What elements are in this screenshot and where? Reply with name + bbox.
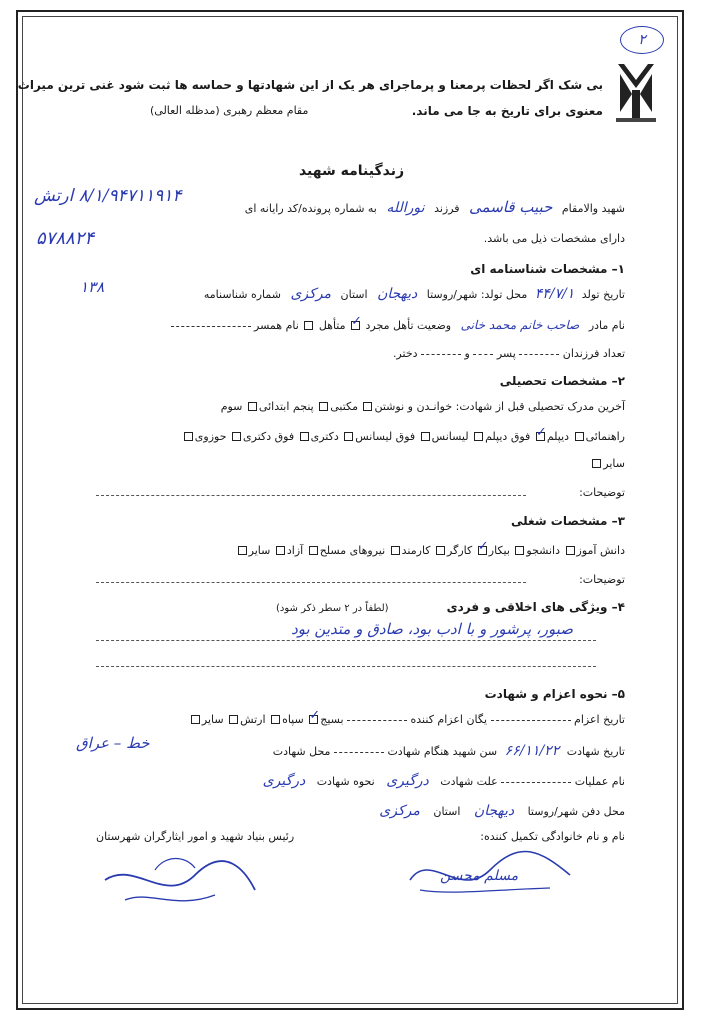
job-checkbox-checked[interactable] bbox=[478, 546, 487, 555]
degree-option: لیسانس bbox=[431, 430, 469, 443]
martyr-name: حبیب قاسمی bbox=[469, 198, 553, 216]
file-number: ۸/۱/۹۴۷۱۱۹۱۴ ارتش bbox=[34, 186, 182, 206]
degree-option: خوانـدن و نوشتن bbox=[374, 400, 453, 413]
label-child-of: فرزند bbox=[434, 202, 460, 215]
head-signature bbox=[95, 850, 265, 920]
section2-row2 bbox=[182, 430, 625, 444]
martyr-date: ۶۶/۱۱/۲۲ bbox=[504, 743, 560, 759]
burial-city: دیهجان bbox=[473, 803, 515, 819]
degree-option: مکتبی bbox=[330, 400, 358, 413]
label-martyr-date: تاریخ شهادت bbox=[566, 745, 625, 758]
degree-checkbox[interactable] bbox=[474, 432, 483, 441]
section2-notes-label: توضیحات: bbox=[579, 486, 625, 499]
degree-checkbox[interactable] bbox=[300, 432, 309, 441]
label-specs: دارای مشخصات ذیل می باشد. bbox=[483, 232, 625, 245]
label-dispatch-date: تاریخ اعزام bbox=[574, 713, 625, 726]
manner: درگیری bbox=[262, 773, 306, 789]
label-and: و bbox=[464, 347, 470, 360]
birth-date: ۴۴/۷/۱ bbox=[534, 286, 575, 302]
label-mother: نام مادر bbox=[588, 319, 625, 332]
degree-checkbox[interactable] bbox=[421, 432, 430, 441]
martyr-place: خط – عراق bbox=[76, 734, 150, 752]
dispatch-date-field[interactable] bbox=[491, 720, 571, 721]
id-number: ۱۳۸ bbox=[80, 278, 105, 296]
label-basij: بسیج bbox=[320, 713, 344, 726]
label-file-number: به شماره پرونده/کد رایانه ای bbox=[244, 202, 377, 215]
section2-row1 bbox=[221, 400, 625, 414]
sepah-checkbox[interactable] bbox=[271, 715, 280, 724]
job-option: نیروهای مسلح bbox=[319, 544, 386, 557]
label-daughter: دختر. bbox=[392, 347, 418, 360]
label-other-unit: سایر bbox=[201, 713, 224, 726]
operation-field[interactable] bbox=[501, 782, 571, 783]
mother-name: صاحب خانم محمد خانی bbox=[460, 318, 580, 332]
filler-signature bbox=[400, 840, 580, 900]
label-spouse: نام همسر bbox=[254, 319, 299, 332]
cause: درگیری bbox=[386, 773, 429, 789]
header-quote-author: مقام معظم رهبری (مدظله العالی) bbox=[150, 104, 309, 117]
spouse-field[interactable] bbox=[171, 326, 251, 327]
degree-checkbox-checked[interactable] bbox=[536, 432, 545, 441]
martyrs-foundation-logo-icon bbox=[612, 60, 660, 126]
intro-line bbox=[245, 200, 625, 216]
label-birth-date: تاریخ تولد bbox=[581, 288, 625, 301]
section2-notes-field[interactable] bbox=[96, 495, 526, 496]
degree-option: دیپلم bbox=[546, 430, 570, 443]
job-checkbox[interactable] bbox=[238, 546, 247, 555]
degree-checkbox[interactable] bbox=[363, 402, 372, 411]
degree-option: حوزوی bbox=[194, 430, 227, 443]
province: مرکزی bbox=[290, 286, 332, 302]
degree-checkbox[interactable] bbox=[232, 432, 241, 441]
page-title: زندگینامه شهید bbox=[298, 163, 405, 179]
label-filler: نام و نام خانوادگی تکمیل کننده: bbox=[480, 830, 625, 843]
single-checkbox[interactable] bbox=[351, 321, 360, 330]
section3-title: ۳– مشخصات شغلی bbox=[511, 514, 625, 528]
section4-text: صبور، پرشور و با ادب بود، صادق و متدین بود bbox=[291, 620, 573, 638]
degree-checkbox-other[interactable] bbox=[592, 459, 601, 468]
section4-note: (لطفاً در ۲ سطر ذکر شود) bbox=[276, 603, 389, 614]
label-unit: یگان اعزام کننده bbox=[410, 713, 488, 726]
birth-place-city: دیهجان bbox=[377, 286, 418, 302]
degree-checkbox[interactable] bbox=[319, 402, 328, 411]
section3-notes-field[interactable] bbox=[96, 582, 526, 583]
job-checkbox[interactable] bbox=[309, 546, 318, 555]
job-option: دانشجو bbox=[526, 544, 561, 557]
degree-option: راهنمائی bbox=[585, 430, 625, 443]
section2-row3 bbox=[590, 457, 625, 471]
burial-province: مرکزی bbox=[379, 803, 420, 819]
label-son: پسر bbox=[496, 347, 516, 360]
section4-line1[interactable] bbox=[96, 640, 596, 641]
filler-name: مسلم محسن bbox=[440, 868, 519, 884]
label-burial-province: استان bbox=[433, 805, 461, 818]
label-martyr-place: محل شهادت bbox=[272, 745, 331, 758]
label-age: سن شهید هنگام شهادت bbox=[387, 745, 498, 758]
married-checkbox[interactable] bbox=[304, 321, 313, 330]
label-artesh: ارتش bbox=[240, 713, 266, 726]
father-name: نورالله bbox=[386, 200, 425, 216]
job-checkbox[interactable] bbox=[391, 546, 400, 555]
section4-line2[interactable] bbox=[96, 666, 596, 667]
job-option: سایر bbox=[248, 544, 271, 557]
sons-field[interactable] bbox=[519, 354, 559, 355]
basij-checkbox[interactable] bbox=[309, 715, 318, 724]
job-checkbox[interactable] bbox=[436, 546, 445, 555]
header-quote-line2: معنوی برای تاریخ به جا می ماند. bbox=[411, 104, 603, 118]
job-checkbox[interactable] bbox=[515, 546, 524, 555]
label-head: رئیس بنیاد شهید و امور ایثارگران شهرستان bbox=[96, 830, 295, 843]
job-option: آزاد bbox=[286, 544, 304, 557]
label-operation: نام عملیات bbox=[574, 775, 625, 788]
label-cause: علت شهادت bbox=[440, 775, 498, 788]
label-last-degree: آخرین مدرک تحصیلی قبل از شهادت: bbox=[455, 400, 625, 413]
page-number-mark: ۲ bbox=[620, 26, 664, 54]
job-option: بیکار bbox=[488, 544, 510, 557]
section5-row1 bbox=[189, 713, 625, 727]
degree-checkbox[interactable] bbox=[575, 432, 584, 441]
label-martyr: شهید والامقام bbox=[561, 202, 625, 215]
section1-title: ۱– مشخصات شناسنامه ای bbox=[470, 262, 625, 276]
other-unit-checkbox[interactable] bbox=[191, 715, 200, 724]
section3-notes-label: توضیحات: bbox=[579, 573, 625, 586]
section4-title: ۴– ویژگی های اخلاقی و فردی bbox=[446, 600, 625, 614]
job-option: کارمند bbox=[401, 544, 431, 557]
separator-dash bbox=[473, 354, 493, 355]
job-checkbox[interactable] bbox=[276, 546, 285, 555]
artesh-checkbox[interactable] bbox=[229, 715, 238, 724]
label-marital: وضعیت تأهل مجرد bbox=[365, 319, 452, 332]
degree-checkbox[interactable] bbox=[344, 432, 353, 441]
label-sepah: سپاه bbox=[282, 713, 304, 726]
label-burial: محل دفن شهر/روستا bbox=[527, 805, 625, 818]
section3-options bbox=[236, 544, 625, 558]
section5-title: ۵– نحوه اعزام و شهادت bbox=[484, 687, 625, 701]
label-manner: نحوه شهادت bbox=[316, 775, 375, 788]
degree-option: فوق دیپلم bbox=[485, 430, 531, 443]
degree-checkbox[interactable] bbox=[184, 432, 193, 441]
degree-option: پنجم ابتدائی bbox=[258, 400, 314, 413]
section5-row4 bbox=[369, 804, 625, 819]
daughters-field[interactable] bbox=[421, 354, 461, 355]
section2-title: ۲– مشخصات تحصیلی bbox=[499, 374, 625, 388]
label-id-number: شماره شناسنامه bbox=[203, 288, 281, 301]
section1-row1 bbox=[204, 287, 625, 302]
unit-field[interactable] bbox=[347, 720, 407, 721]
job-option: دانش آموز bbox=[576, 544, 625, 557]
section5-row2 bbox=[273, 744, 625, 759]
job-option: کارگر bbox=[447, 544, 473, 557]
label-birth-place: محل تولد: شهر/روستا bbox=[426, 288, 528, 301]
age-field[interactable] bbox=[334, 752, 384, 753]
computer-code: ۵۷۸۸۲۴ bbox=[36, 228, 95, 249]
label-children: تعداد فرزندان bbox=[562, 347, 625, 360]
section1-row3 bbox=[393, 347, 625, 361]
header-quote-line1: بی شک اگر لحظات پرمعنا و پرماجرای هر یک از این شهادتها و حماسه ها ثبت شود غنی ترین میراث bbox=[17, 78, 603, 92]
label-married: متأهل bbox=[318, 319, 346, 332]
section5-row3 bbox=[255, 774, 625, 789]
section1-row2 bbox=[171, 318, 625, 333]
degree-option-other: سایر bbox=[603, 457, 625, 470]
degree-option: فوق دکتری bbox=[243, 430, 295, 443]
job-checkbox[interactable] bbox=[566, 546, 575, 555]
degree-option: فوق لیسانس bbox=[355, 430, 416, 443]
degree-checkbox[interactable] bbox=[248, 402, 257, 411]
degree-option: دکتری bbox=[310, 430, 339, 443]
label-province: استان bbox=[340, 288, 368, 301]
degree-option: سوم bbox=[220, 400, 243, 413]
